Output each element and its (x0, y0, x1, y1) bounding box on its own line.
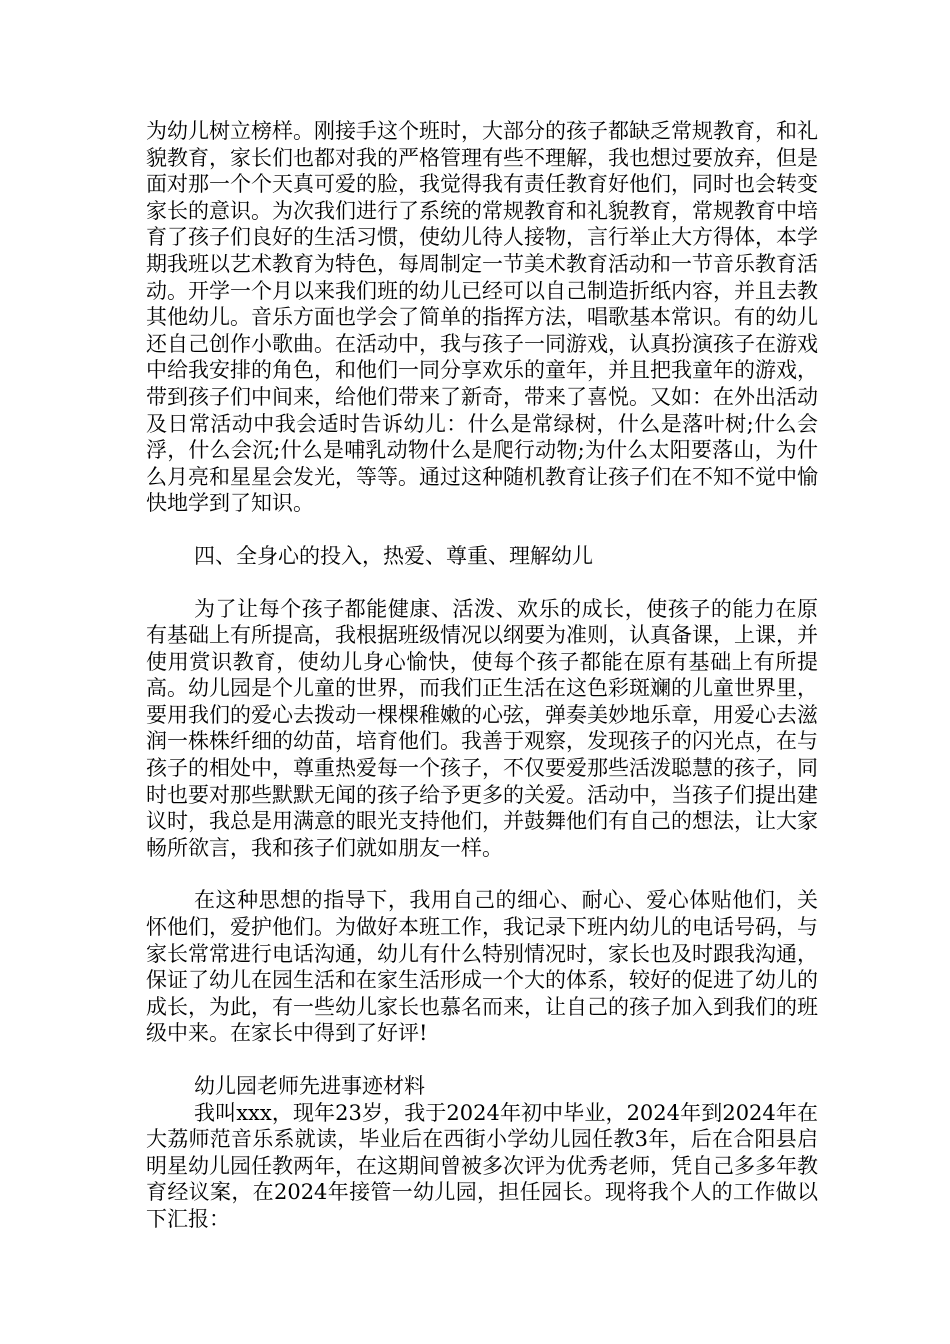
body-paragraph: 为了让每个孩子都能健康、活泼、欢乐的成长，使孩子的能力在原有基础上有所提高，我根据班级情况以纲要为准则，认真备课，上课，并使用赏识教育，使幼儿身心愉快，使每个孩子都能在原有基础上有所提高。幼儿园是个儿童的世界，而我们正生活在这色彩斑斓的儿童世界里，要用我们的爱心去拨动一棵棵稚嫩的心弦，弹奏美妙地乐章，用爱心去滋润一株株纤细的幼苗，培育他们。我善于观察，发现孩子的闪光点，在与孩子的相处中，尊重热爱每一个孩子，不仅要爱那些活泼聪慧的孩子，同时也要对那些默默无闻的孩子给予更多的关爱。活动中，当孩子们提出建议时，我总是用满意的眼光支持他们，并鼓舞他们有自己的想法，让大家畅所欲言，我和孩子们就如朋友一样。 (146, 596, 818, 860)
body-paragraph: 为幼儿树立榜样。刚接手这个班时，大部分的孩子都缺乏常规教育，和礼貌教育，家长们也都对我的严格管理有些不理解，我也想过要放弃，但是面对那一个个天真可爱的脸，我觉得我有责任教育好他们，同时也会转变家长的意识。为次我们进行了系统的常规教育和礼貌教育，常规教育中培育了孩子们良好的生活习惯，使幼儿待人接物，言行举止大方得体，本学期我班以艺术教育为特色，每周制定一节美术教育活动和一节音乐教育活动。开学一个月以来我们班的幼儿已经可以自己制造折纸内容，并且去教其他幼儿。音乐方面也学会了简单的指挥方法，唱歌基本常识。有的幼儿还自己创作小歌曲。在活动中，我与孩子一同游戏，认真扮演孩子在游戏中给我安排的角色，和他们一同分享欢乐的童年，并且把我童年的游戏，带到孩子们中间来，给他们带来了新奇，带来了喜悦。又如：在外出活动及日常活动中我会适时告诉幼儿：什么是常绿树，什么是落叶树;什么会浮，什么会沉;什么是哺乳动物什么是爬行动物;为什么太阳要落山，为什么月亮和星星会发光，等等。通过这种随机教育让孩子们在不知不觉中愉快地学到了知识。 (146, 119, 818, 516)
section-heading: 四、全身心的投入，热爱、尊重、理解幼儿 (194, 543, 593, 568)
body-paragraph: 我叫xxx，现年23岁，我于2024年初中毕业，2024年到2024年在大荔师范音乐系就读，毕业后在西街小学幼儿园任教3年，后在合阳县启明星幼儿园任教两年，在这期间曾被多次评为优秀老师，凭自己多多年教育经议案，在2024年接管一幼儿园，担任园长。现将我个人的工作做以下汇报： (146, 1100, 818, 1231)
document-title: 幼儿园老师先进事迹材料 (194, 1074, 425, 1098)
document-page (146, 118, 818, 1233)
body-paragraph: 在这种思想的指导下，我用自己的细心、耐心、爱心体贴他们，关怀他们，爱护他们。为做好本班工作，我记录下班内幼儿的电话号码，与家长常常进行电话沟通，幼儿有什么特别情况时，家长也及时跟我沟通，保证了幼儿在园生活和在家生活形成一个大的体系，较好的促进了幼儿的成长，为此，有一些幼儿家长也慕名而来，让自己的孩子加入到我们的班级中来。在家长中得到了好评! (146, 888, 818, 1046)
